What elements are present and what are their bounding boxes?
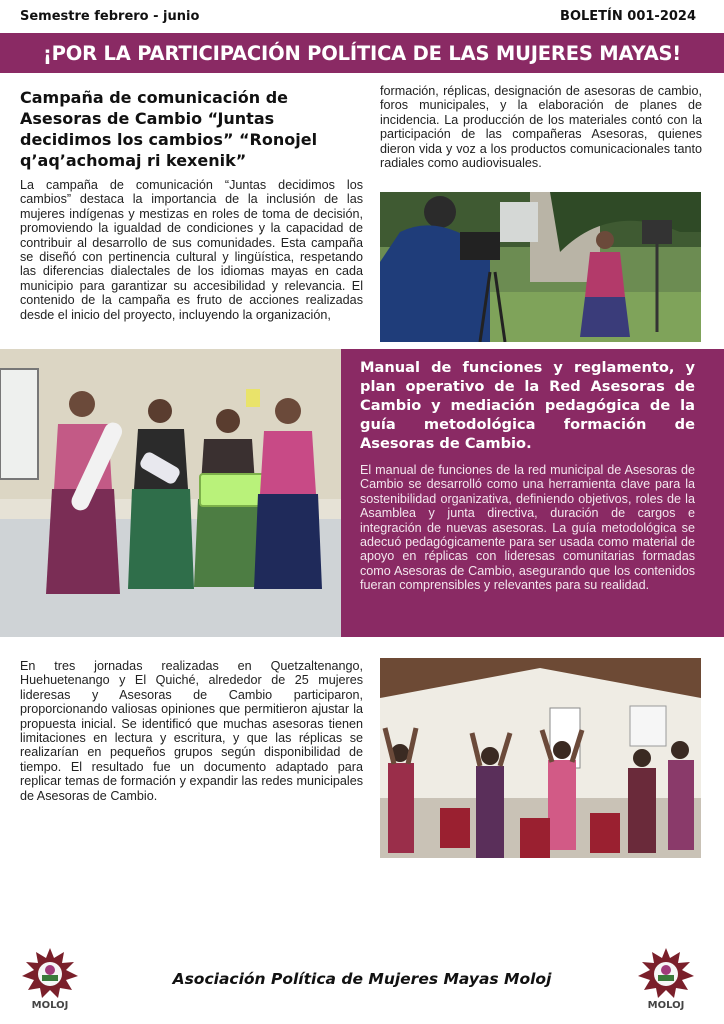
- photo-women-group: [0, 349, 341, 637]
- logo-text-left: MOLOJ: [31, 1000, 69, 1011]
- section1-title: Campaña de comunicación de Asesoras de Cambio “Juntas decidimos los cambios” “Ronojel q’aq’achomaj ri kexenik”: [20, 88, 318, 170]
- section3-body: En tres jornadas realizadas en Quetzaltenango, Huehuetenango y El Quiché, alrededor de 25 mujeres lideresas y Asesoras de Cambio participaron, proporcionando valiosas opiniones que permitieron ajustar la propuesta inicial. Se identificó que muchas asesoras tienen limitaciones en lectura y escritura, y que las réplicas se realizarían en pequeños grupos según disponibilidad de tiempo. El resultado fue un documento adaptado para replicar temas de formación y expandir las redes municipales de Asesoras de Cambio.: [20, 659, 363, 803]
- photo-video-recording: [380, 192, 701, 342]
- bulletin-number: BOLETÍN 001-2024: [560, 9, 696, 24]
- footer-organization: Asociación Política de Mujeres Mayas Moloj: [172, 970, 552, 988]
- logo-text-right: MOLOJ: [647, 1000, 685, 1011]
- section1-body-right: formación, réplicas, designación de asesoras de cambio, foros municipales, y la elaboración de planes de incidencia. La producción de los materiales contó con la participación de las compañeras Asesoras, quienes dieron vida y voz a los productos comunicacionales tanto radiales como audiovisuales.: [380, 84, 702, 171]
- moloj-logo-right: [636, 948, 696, 1016]
- section2-title: Manual de funciones y reglamento, y plan operativo de la Red Asesoras de Cambio y mediación pedagógica de la guía metodológica formación de Asesoras de Cambio.: [360, 359, 695, 452]
- section2-body: El manual de funciones de la red municipal de Asesoras de Cambio se desarrolló como una herramienta clave para la sostenibilidad organizativa, definiendo objetivos, roles de la Asamblea y junta directiva, duración de cargos e integración de nuevas asesoras. La guía metodológica se adecuó pedagógicamente para ser usada como material de apoyo en réplicas con lideresas comunitarias formadas como Asesoras de Cambio, asegurando que los contenidos fueran comprensibles y relevantes para su realidad.: [360, 463, 695, 593]
- semester-label: Semestre febrero - junio: [20, 9, 200, 24]
- section1-body-left: La campaña de comunicación “Juntas decidimos los cambios” destaca la importancia de la inclusión de las mujeres indígenas y mestizas en roles de toma de decisión, promoviendo la igualdad de condiciones y la capacidad de contribuir al desarrollo de sus comunidades. Esta campaña se diseñó con pertinencia cultural y lingüística, respetando las diferencias dialectales de los idiomas mayas en cada municipio para garantizar su accesibilidad y relevancia. El contenido de la campaña es fruto de acciones realizadas desde el inicio del proyecto, incluyendo la organización,: [20, 178, 363, 322]
- photo-workshop-activity: [380, 658, 701, 858]
- banner-title: ¡POR LA PARTICIPACIÓN POLÍTICA DE LAS MUJERES MAYAS!: [0, 33, 724, 73]
